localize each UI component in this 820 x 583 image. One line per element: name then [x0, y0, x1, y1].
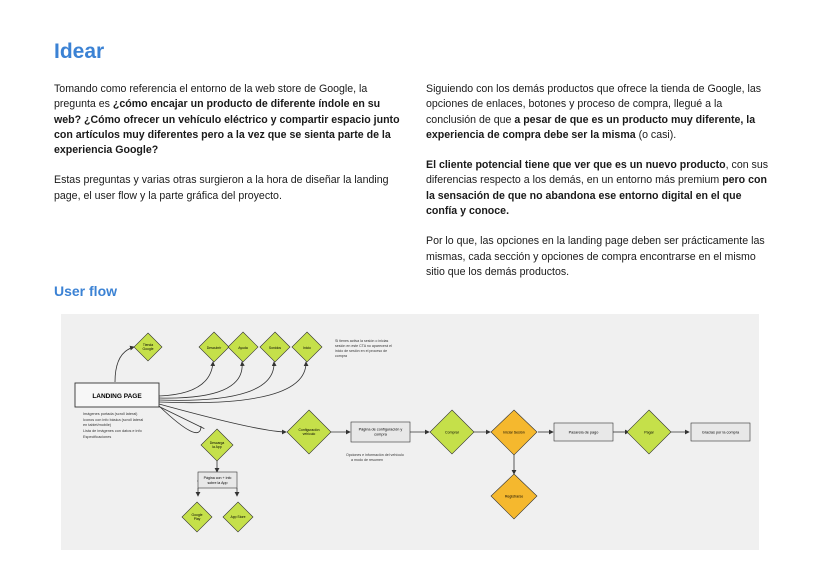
connector [159, 362, 306, 403]
node-label: Iniciar Sesión [503, 430, 525, 435]
connector [159, 362, 213, 396]
page-title: Idear [54, 40, 105, 63]
bold-text: a pesar de que es un producto muy diferente, la experiencia de compra debe ser la misma [426, 113, 756, 141]
node-label: Página de configuración y [358, 427, 403, 432]
landing-notes [83, 412, 143, 439]
node-label: compra [374, 432, 387, 437]
note-line: a modo de resumen [351, 458, 383, 462]
pagar-node [627, 410, 671, 454]
text-run: Por lo que, las opciones en la landing page deben ser prácticamente las mismas, cada sección y opciones de compra encontrarse en el mismo sitio que los demás productos. [426, 235, 765, 278]
node-label: Descubrir [206, 346, 222, 350]
top-note [335, 339, 392, 358]
text-run: Tomando como referencia el entorno de la web store de Google, la pregunta es [54, 83, 368, 111]
tienda-google-node [134, 333, 162, 361]
paragraph [54, 173, 400, 204]
node-label: Gracias por la compra [701, 430, 740, 435]
bold-text: pero con la sensación de que no abandona ese entorno digital en el que confía y conoce. [426, 174, 767, 218]
right-column [426, 82, 772, 295]
config-vehiculo-node [287, 410, 331, 454]
text-run: , con sus diferencias respecto a los demás, en un entorno más premium [426, 159, 769, 187]
node-label: Configuración [298, 428, 320, 432]
google-play-node [182, 502, 212, 532]
pasarela-pago-box [554, 423, 613, 441]
node-label: App Store [230, 515, 246, 519]
text-run: Estas preguntas y varias otras surgieron a la hora de diseñar la landing page, el user flow y la parte gráfica del proyecto. [54, 174, 389, 202]
node-label: Comprar [445, 430, 459, 435]
node-label: Página con + info [203, 476, 232, 480]
landing-label: LANDING PAGE [92, 393, 142, 400]
paragraph [426, 82, 772, 143]
gracias-box [691, 423, 750, 441]
node-label: Sonidos [268, 346, 282, 350]
text-run: Siguiendo con los demás productos que ofrece la tienda de Google, las opciones de enlaces, botones y proceso de compra, llegué a la conclusión de que [426, 83, 762, 126]
node-label: la App [212, 445, 222, 449]
descarga-app-node [201, 429, 233, 461]
config-note [346, 453, 404, 462]
note-line: Opciones e información del vehículo [346, 453, 404, 457]
node-label: Pasarela de pago [568, 430, 599, 435]
landing-note: Especificaciones [83, 435, 112, 439]
connector [159, 362, 242, 398]
app-info-box [198, 472, 237, 488]
note-line: compra [335, 354, 347, 358]
paragraph [54, 82, 400, 158]
iniciar-sesion-node [491, 410, 537, 455]
landing-note: en tablet/mobile) [83, 423, 112, 427]
registrarse-node [491, 474, 537, 519]
node-label: Google [191, 513, 203, 517]
node-label: Tienda [142, 343, 154, 347]
landing-note: Imágenes portada (scroll lateral) [83, 412, 138, 416]
node-label: Ayuda [238, 346, 248, 350]
paragraph [426, 234, 772, 280]
connector [115, 347, 134, 382]
landing-page-box [75, 383, 159, 407]
bold-text: El cliente potencial tiene que ver que es un nuevo producto [426, 159, 726, 172]
node-label: Descarga [209, 441, 225, 445]
node-label: Play [193, 517, 201, 521]
app-store-node [223, 502, 253, 532]
note-line: inicio de sesión en el proceso de [335, 349, 388, 353]
user-flow-title: User flow [54, 283, 118, 299]
node-label: Registrarse [504, 494, 524, 499]
note-line: sesión en este CTA no aparecerá el [335, 344, 392, 348]
bold-text: ¿cómo encajar un producto de diferente índole en su web? ¿Cómo ofrecer un vehículo eléctrico y compartir espacio junto con artículos muy diferentes pero a la vez que se sienta parte de la experiencia Google? [54, 98, 400, 157]
node-label: sobre la App [207, 481, 228, 485]
node-label: Inicio [303, 346, 311, 350]
left-column [54, 82, 400, 219]
node-label: vehículo [302, 432, 316, 436]
config-page-box [351, 422, 410, 442]
user-flow-diagram [61, 314, 759, 550]
landing-note: Lista de imágenes con datos e info [83, 429, 142, 433]
top-diamonds [199, 332, 322, 362]
node-label: Pagar [644, 430, 654, 435]
paragraph [426, 158, 772, 219]
node-label: Google [142, 347, 154, 351]
flowchart-svg [61, 314, 759, 550]
text-run: (o casi). [635, 128, 677, 141]
connector [159, 404, 286, 432]
landing-note: Iconos con info básica (scroll lateral [83, 418, 144, 422]
comprar-node [430, 410, 474, 454]
note-line: Si tienes activa la sesión o inicias [335, 339, 389, 343]
